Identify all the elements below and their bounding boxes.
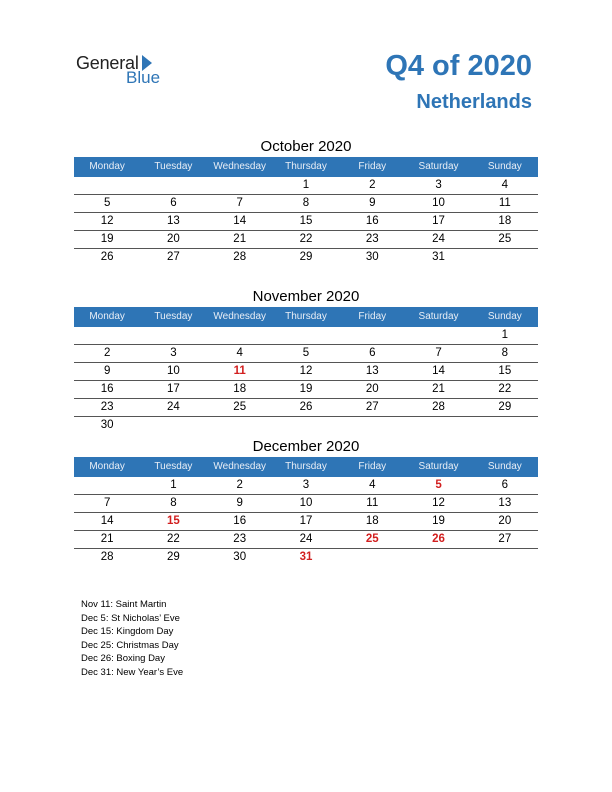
- day-cell: 22: [498, 383, 512, 395]
- weekday-label: Thursday: [285, 161, 327, 172]
- day-cell: 26: [299, 401, 313, 413]
- day-cell: [74, 177, 140, 194]
- day-cell: [140, 327, 206, 344]
- weekday-label: Tuesday: [154, 461, 193, 472]
- day-cell: 17: [167, 383, 180, 395]
- day-cell: 15: [299, 215, 313, 227]
- day-cell: 18: [233, 383, 247, 395]
- week-row: [74, 513, 538, 531]
- day-cell: [472, 417, 538, 434]
- weekday-label: Thursday: [285, 311, 327, 322]
- day-cell: 20: [498, 515, 512, 527]
- day-cell: 9: [103, 365, 111, 377]
- day-cell: 16: [233, 515, 247, 527]
- day-cell: 15: [167, 515, 180, 527]
- weekday-label: Wednesday: [213, 461, 267, 472]
- day-cell: 30: [365, 251, 379, 263]
- day-cell: 25: [233, 401, 247, 413]
- day-cell: 13: [365, 365, 379, 377]
- day-cell: 24: [299, 533, 313, 545]
- day-cell: 6: [369, 347, 376, 359]
- day-cell: 26: [432, 533, 445, 545]
- day-cell: 2: [369, 179, 376, 191]
- day-cell: [140, 417, 206, 434]
- day-cell: 12: [432, 497, 445, 509]
- week-row: [74, 399, 538, 417]
- day-cell: 12: [100, 215, 114, 227]
- weekday-label: Saturday: [418, 311, 459, 322]
- holiday-note: Dec 26: Boxing Day: [81, 653, 165, 665]
- day-cell: [339, 327, 405, 344]
- logo-word-general: General: [76, 53, 139, 73]
- day-cell: 20: [167, 233, 180, 245]
- day-cell: 15: [498, 365, 512, 377]
- page-title: Q4 of 2020: [385, 50, 532, 82]
- day-cell: [273, 417, 339, 434]
- month-title: December 2020: [252, 438, 360, 455]
- day-cell: 22: [299, 233, 313, 245]
- day-cell: 4: [501, 179, 509, 191]
- month-october: [74, 137, 538, 266]
- day-cell: 6: [170, 197, 177, 209]
- day-cell: 31: [432, 251, 445, 263]
- day-cell: 4: [236, 347, 243, 359]
- day-cell: 11: [366, 497, 379, 509]
- day-cell: 27: [365, 401, 379, 413]
- week-row: [74, 549, 538, 566]
- week-row: [74, 231, 538, 249]
- day-cell: [339, 417, 405, 434]
- day-cell: 28: [432, 401, 445, 413]
- day-cell: 30: [233, 551, 247, 563]
- day-cell: 29: [498, 401, 512, 413]
- day-cell: 29: [167, 551, 180, 563]
- day-cell: 25: [498, 233, 512, 245]
- day-cell: 22: [167, 533, 180, 545]
- weekday-label: Thursday: [285, 461, 327, 472]
- day-cell: 11: [498, 197, 511, 209]
- day-cell: 9: [369, 197, 376, 209]
- logo: [76, 52, 176, 88]
- day-cell: 10: [432, 197, 445, 209]
- weekday-label: Monday: [89, 161, 125, 172]
- day-cell: 7: [236, 197, 243, 209]
- weekday-label: Sunday: [487, 311, 522, 322]
- month-december: [74, 437, 538, 566]
- day-cell: 18: [365, 515, 379, 527]
- weekday-label: Sunday: [487, 161, 522, 172]
- day-cell: 23: [365, 233, 379, 245]
- day-cell: 5: [103, 197, 111, 209]
- day-cell: 3: [170, 347, 177, 359]
- day-cell: 31: [299, 551, 313, 563]
- day-cell: 12: [299, 365, 313, 377]
- weekday-header: [74, 307, 538, 327]
- week-row: [74, 363, 538, 381]
- day-cell: 14: [432, 365, 445, 377]
- weekday-label: Tuesday: [154, 161, 193, 172]
- weekday-label: Wednesday: [213, 311, 267, 322]
- week-row: [74, 531, 538, 549]
- week-row: [74, 249, 538, 266]
- day-cell: 18: [498, 215, 512, 227]
- day-cell: [207, 177, 273, 194]
- day-cell: 23: [233, 533, 247, 545]
- weekday-label: Wednesday: [213, 161, 267, 172]
- day-cell: 13: [498, 497, 512, 509]
- week-row: [74, 327, 538, 345]
- day-cell: 21: [432, 383, 445, 395]
- country-title: Netherlands: [416, 91, 532, 113]
- day-cell: 3: [435, 179, 442, 191]
- day-cell: [472, 549, 538, 566]
- day-cell: 21: [233, 233, 247, 245]
- holiday-note: Dec 31: New Year’s Eve: [81, 666, 184, 678]
- weekday-label: Saturday: [418, 161, 459, 172]
- day-cell: 2: [103, 347, 111, 359]
- day-cell: 17: [299, 515, 313, 527]
- day-cell: 5: [435, 479, 442, 491]
- day-cell: 29: [299, 251, 313, 263]
- week-row: [74, 177, 538, 195]
- week-row: [74, 477, 538, 495]
- day-cell: 20: [365, 383, 379, 395]
- week-row: [74, 495, 538, 513]
- day-cell: [472, 249, 538, 266]
- day-cell: 16: [365, 215, 379, 227]
- day-cell: 1: [170, 479, 177, 491]
- weekday-header: [74, 157, 538, 177]
- week-row: [74, 195, 538, 213]
- weekday-label: Monday: [89, 311, 125, 322]
- weekday-header: [74, 457, 538, 477]
- day-cell: [140, 177, 206, 194]
- day-cell: 8: [170, 497, 177, 509]
- day-cell: 6: [501, 479, 509, 491]
- weekday-label: Friday: [358, 311, 387, 322]
- day-cell: 5: [302, 347, 310, 359]
- day-cell: 17: [432, 215, 445, 227]
- day-cell: [339, 549, 405, 566]
- month-november: [74, 287, 538, 434]
- holiday-note: Nov 11: Saint Martin: [81, 599, 167, 610]
- day-cell: [207, 327, 273, 344]
- day-cell: 13: [167, 215, 180, 227]
- day-cell: 1: [302, 179, 310, 191]
- day-cell: 2: [236, 479, 243, 491]
- day-cell: 28: [233, 251, 247, 263]
- weekday-label: Friday: [358, 161, 387, 172]
- day-cell: 21: [100, 533, 114, 545]
- holiday-note: Dec 15: Kingdom Day: [81, 626, 174, 638]
- day-cell: 28: [100, 551, 114, 563]
- weekday-label: Saturday: [418, 461, 459, 472]
- day-cell: [74, 327, 140, 344]
- day-cell: 24: [167, 401, 180, 413]
- day-cell: 24: [432, 233, 445, 245]
- week-row: [74, 213, 538, 231]
- month-title: October 2020: [260, 138, 352, 155]
- day-cell: 27: [498, 533, 512, 545]
- day-cell: 1: [501, 329, 509, 341]
- day-cell: [405, 549, 471, 566]
- week-row: [74, 417, 538, 434]
- day-cell: 23: [100, 401, 114, 413]
- week-row: [74, 381, 538, 399]
- day-cell: 19: [100, 233, 114, 245]
- weekday-label: Sunday: [487, 461, 522, 472]
- day-cell: 30: [100, 419, 114, 431]
- logo-word-blue: Blue: [126, 68, 161, 87]
- day-cell: 14: [233, 215, 247, 227]
- day-cell: 14: [100, 515, 114, 527]
- day-cell: [273, 327, 339, 344]
- day-cell: [207, 417, 273, 434]
- day-cell: [74, 477, 140, 494]
- day-cell: 7: [103, 497, 111, 509]
- day-cell: 19: [432, 515, 445, 527]
- day-cell: 26: [100, 251, 114, 263]
- day-cell: 11: [233, 365, 246, 377]
- weekday-label: Monday: [89, 461, 125, 472]
- day-cell: [405, 417, 471, 434]
- day-cell: 3: [302, 479, 310, 491]
- day-cell: 9: [236, 497, 243, 509]
- weekday-label: Tuesday: [154, 311, 193, 322]
- day-cell: 10: [167, 365, 180, 377]
- day-cell: 7: [435, 347, 442, 359]
- day-cell: 4: [369, 479, 376, 491]
- day-cell: 27: [167, 251, 180, 263]
- holiday-notes: [81, 598, 183, 680]
- day-cell: 25: [365, 533, 379, 545]
- month-title: November 2020: [252, 288, 360, 305]
- day-cell: 8: [501, 347, 509, 359]
- weekday-label: Friday: [358, 461, 387, 472]
- day-cell: 16: [100, 383, 114, 395]
- day-cell: 8: [302, 197, 310, 209]
- day-cell: 10: [299, 497, 313, 509]
- holiday-note: Dec 5: St Nicholas’ Eve: [81, 612, 180, 624]
- day-cell: [405, 327, 471, 344]
- week-row: [74, 345, 538, 363]
- day-cell: 19: [299, 383, 313, 395]
- holiday-note: Dec 25: Christmas Day: [81, 639, 179, 651]
